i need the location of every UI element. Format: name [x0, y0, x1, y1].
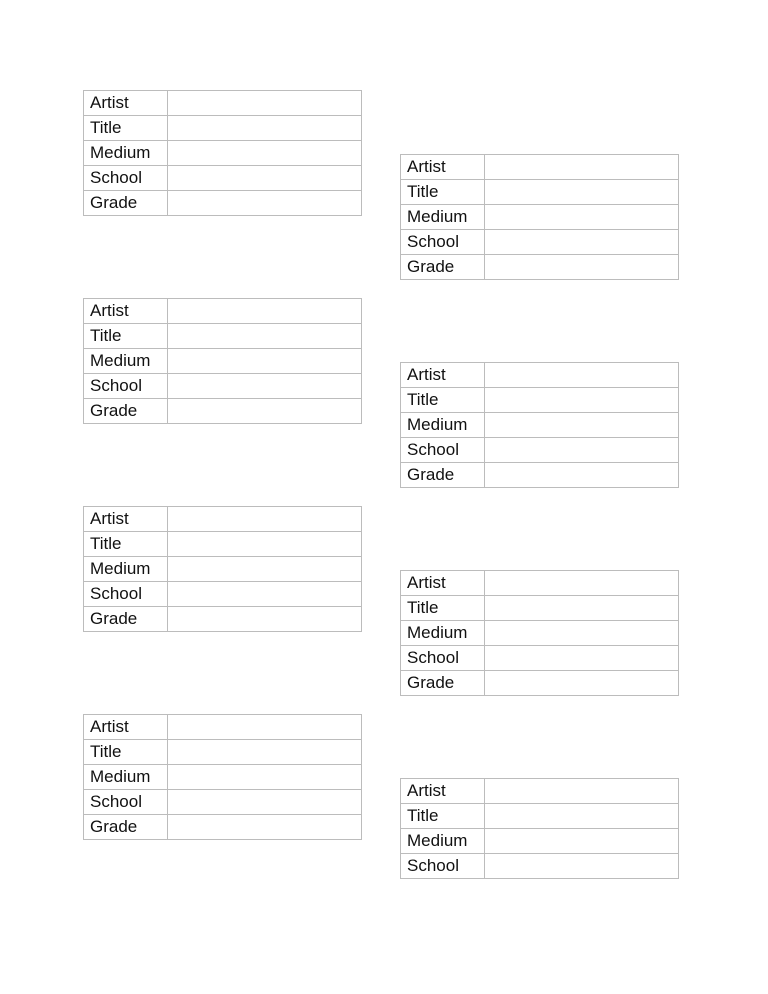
field-label: Title [84, 740, 168, 765]
field-value-cell[interactable] [168, 399, 362, 424]
field-value-cell[interactable] [168, 740, 362, 765]
label-row [84, 166, 362, 191]
label-row [84, 191, 362, 216]
field-value-cell[interactable] [168, 191, 362, 216]
label-row [84, 399, 362, 424]
field-value-cell[interactable] [168, 507, 362, 532]
field-label: School [401, 438, 485, 463]
label-row [401, 155, 679, 180]
field-value-cell[interactable] [168, 299, 362, 324]
artwork-label-table [83, 506, 362, 632]
field-value-cell[interactable] [168, 815, 362, 840]
field-label: School [84, 374, 168, 399]
field-value-cell[interactable] [168, 116, 362, 141]
label-row [401, 804, 679, 829]
field-value-cell[interactable] [168, 166, 362, 191]
label-row [401, 671, 679, 696]
artwork-label-table [400, 362, 679, 488]
field-value-cell[interactable] [485, 180, 679, 205]
field-label: Medium [401, 413, 485, 438]
artwork-label-table [400, 154, 679, 280]
label-row [401, 829, 679, 854]
field-value-cell[interactable] [485, 671, 679, 696]
field-label: Medium [84, 349, 168, 374]
label-row [401, 621, 679, 646]
label-row [84, 116, 362, 141]
field-value-cell[interactable] [485, 413, 679, 438]
field-label: Artist [401, 363, 485, 388]
field-value-cell[interactable] [168, 765, 362, 790]
field-label: Grade [84, 191, 168, 216]
label-row [401, 438, 679, 463]
field-value-cell[interactable] [168, 324, 362, 349]
field-value-cell[interactable] [485, 804, 679, 829]
field-label: Title [401, 804, 485, 829]
field-label: Artist [401, 779, 485, 804]
label-row [84, 740, 362, 765]
field-label: Medium [401, 205, 485, 230]
field-label: Medium [401, 829, 485, 854]
label-row [84, 790, 362, 815]
label-row [84, 815, 362, 840]
field-label: Title [84, 116, 168, 141]
field-label: Title [401, 180, 485, 205]
label-row [84, 507, 362, 532]
field-label: School [84, 790, 168, 815]
field-value-cell[interactable] [485, 646, 679, 671]
label-row [84, 715, 362, 740]
label-row [401, 779, 679, 804]
label-row [84, 324, 362, 349]
field-value-cell[interactable] [485, 438, 679, 463]
label-row [401, 596, 679, 621]
field-value-cell[interactable] [485, 779, 679, 804]
field-label: Medium [401, 621, 485, 646]
artwork-label-table [83, 90, 362, 216]
label-row [84, 374, 362, 399]
field-label: School [84, 166, 168, 191]
field-label: Title [401, 388, 485, 413]
field-label: Medium [84, 557, 168, 582]
field-label: School [401, 854, 485, 879]
field-value-cell[interactable] [485, 463, 679, 488]
field-label: Medium [84, 141, 168, 166]
field-value-cell[interactable] [485, 388, 679, 413]
field-value-cell[interactable] [168, 532, 362, 557]
label-row [401, 255, 679, 280]
field-label: Medium [84, 765, 168, 790]
field-label: School [401, 230, 485, 255]
artwork-label-table [400, 570, 679, 696]
label-row [401, 646, 679, 671]
label-row [401, 413, 679, 438]
field-value-cell[interactable] [485, 596, 679, 621]
label-row [84, 532, 362, 557]
label-row [401, 571, 679, 596]
field-value-cell[interactable] [168, 557, 362, 582]
label-row [401, 230, 679, 255]
artwork-label-table [83, 714, 362, 840]
field-label: Grade [84, 815, 168, 840]
field-value-cell[interactable] [485, 854, 679, 879]
field-label: Artist [84, 507, 168, 532]
label-row [401, 463, 679, 488]
label-row [84, 141, 362, 166]
field-label: Artist [401, 155, 485, 180]
field-label: Artist [84, 299, 168, 324]
field-value-cell[interactable] [168, 715, 362, 740]
field-label: Artist [84, 91, 168, 116]
field-value-cell[interactable] [168, 607, 362, 632]
field-value-cell[interactable] [168, 91, 362, 116]
label-row [84, 557, 362, 582]
label-row [401, 205, 679, 230]
field-label: Grade [401, 671, 485, 696]
label-row [84, 582, 362, 607]
field-label: School [401, 646, 485, 671]
field-value-cell[interactable] [168, 790, 362, 815]
field-label: Artist [84, 715, 168, 740]
field-value-cell[interactable] [485, 571, 679, 596]
label-row [401, 388, 679, 413]
field-value-cell[interactable] [168, 582, 362, 607]
field-value-cell[interactable] [168, 374, 362, 399]
artwork-label-table [83, 298, 362, 424]
field-label: Title [84, 324, 168, 349]
label-row [84, 765, 362, 790]
field-label: Title [84, 532, 168, 557]
field-value-cell[interactable] [485, 230, 679, 255]
field-value-cell[interactable] [168, 349, 362, 374]
field-value-cell[interactable] [485, 621, 679, 646]
field-label: Grade [84, 399, 168, 424]
label-row [84, 299, 362, 324]
field-label: School [84, 582, 168, 607]
artwork-label-table [400, 778, 679, 879]
field-value-cell[interactable] [485, 255, 679, 280]
label-row [84, 607, 362, 632]
field-label: Grade [84, 607, 168, 632]
label-row [401, 180, 679, 205]
field-label: Grade [401, 463, 485, 488]
field-label: Title [401, 596, 485, 621]
label-row [84, 91, 362, 116]
field-label: Artist [401, 571, 485, 596]
field-value-cell[interactable] [485, 363, 679, 388]
field-value-cell[interactable] [168, 141, 362, 166]
field-value-cell[interactable] [485, 155, 679, 180]
label-row [401, 363, 679, 388]
field-value-cell[interactable] [485, 205, 679, 230]
label-row [401, 854, 679, 879]
field-value-cell[interactable] [485, 829, 679, 854]
label-row [84, 349, 362, 374]
field-label: Grade [401, 255, 485, 280]
